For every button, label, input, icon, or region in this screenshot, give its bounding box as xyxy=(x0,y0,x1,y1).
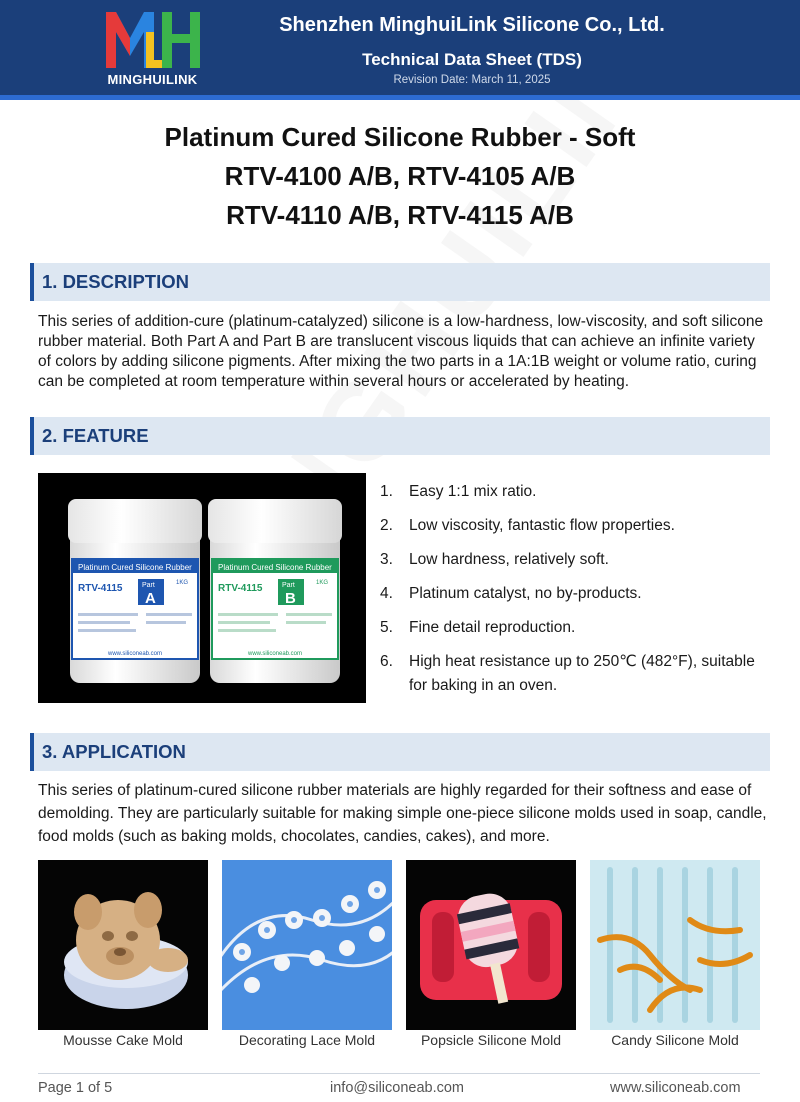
caption-popsicle-silicone-mold: Popsicle Silicone Mold xyxy=(420,1032,562,1048)
section-heading-text: 3. APPLICATION xyxy=(42,741,186,762)
list-number: 5. xyxy=(380,619,393,636)
caption-mousse-cake-mold: Mousse Cake Mold xyxy=(63,1032,183,1048)
list-number: 2. xyxy=(380,517,393,534)
title-line-1: Platinum Cured Silicone Rubber - Soft xyxy=(164,122,636,152)
jar-b-part-letter: B xyxy=(285,590,296,607)
popsicle-silicone-mold-photo xyxy=(406,860,576,1030)
list-item xyxy=(380,582,770,606)
list-number: 4. xyxy=(380,585,393,602)
list-item xyxy=(380,616,770,640)
company-name: Shenzhen MinghuiLink Silicone Co., Ltd. xyxy=(279,14,665,36)
jar-a-website: www.siliconeab.com xyxy=(108,651,163,657)
list-text: Low hardness, relatively soft. xyxy=(409,551,609,568)
popsicle-mold-image xyxy=(406,860,576,1030)
list-item xyxy=(380,548,770,572)
application-text: This series of platinum-cured silicone rubber materials are highly regarded for their softness and ease of demolding. They are particularly suitable for making simple one-piece silicone molds used in soap, candle, food molds (such as baking molds, chocolates, candies, cakes), and more. xyxy=(38,782,767,845)
mousse-cake-mold-photo xyxy=(38,860,208,1030)
revision-date: Revision Date: March 11, 2025 xyxy=(393,74,551,86)
list-item xyxy=(380,480,770,504)
lace-mold-image xyxy=(222,860,392,1030)
footer-website[interactable]: www.siliconeab.com xyxy=(610,1080,741,1096)
section-heading-text: 1. DESCRIPTION xyxy=(42,271,189,292)
candy-silicone-mold-photo xyxy=(590,860,760,1030)
feature-list xyxy=(380,480,770,708)
list-number: 3. xyxy=(380,551,393,568)
candy-mold-image xyxy=(590,860,760,1030)
footer-email[interactable]: info@siliconeab.com xyxy=(330,1080,465,1096)
logo-mark-icon xyxy=(100,6,205,72)
footer-divider xyxy=(38,1073,760,1074)
list-number: 1. xyxy=(380,483,393,500)
jar-b-part-word: Part xyxy=(282,582,295,589)
list-item xyxy=(380,650,770,698)
jar-b-weight: 1KG xyxy=(316,580,329,586)
bulldog-mold-image xyxy=(38,860,208,1030)
jar-b-model: RTV-4115 xyxy=(218,583,263,594)
list-item xyxy=(380,514,770,538)
page-header xyxy=(0,0,800,98)
product-jars-photo xyxy=(38,473,366,703)
company-logo xyxy=(100,6,205,92)
logo-text: MINGHUILINK xyxy=(107,72,198,87)
list-text: Fine detail reproduction. xyxy=(409,619,576,636)
list-text: Easy 1:1 mix ratio. xyxy=(409,483,537,500)
jar-b-website: www.siliconeab.com xyxy=(248,651,303,657)
decorating-lace-mold-photo xyxy=(222,860,392,1030)
section-application-heading xyxy=(30,733,770,771)
caption-decorating-lace-mold: Decorating Lace Mold xyxy=(238,1032,376,1048)
jar-a-part-letter: A xyxy=(145,590,156,607)
title-line-2: RTV-4100 A/B, RTV-4105 A/B xyxy=(224,161,576,191)
document-type: Technical Data Sheet (TDS) xyxy=(362,50,582,69)
product-title xyxy=(0,118,800,235)
jar-a-weight: 1KG xyxy=(176,580,189,586)
list-number: 6. xyxy=(380,653,393,670)
jar-part-a xyxy=(68,499,202,683)
page-number: Page 1 of 5 xyxy=(38,1080,113,1096)
header-stripe xyxy=(0,95,800,100)
section-description-heading xyxy=(30,263,770,301)
jar-a-label: Platinum Cured Silicone Rubber xyxy=(78,563,192,572)
caption-candy-silicone-mold: Candy Silicone Mold xyxy=(611,1032,739,1048)
jar-a-part-word: Part xyxy=(142,582,155,589)
list-text: Low viscosity, fantastic flow properties. xyxy=(409,517,675,534)
description-text: This series of addition-cure (platinum-catalyzed) silicone is a low-hardness, low-viscosity, and soft silicone rubber material. Both Part A and Part B are translucent viscous liquids that can achieve an infinite variety of colors by adding silicone pigments. After mixing the two parts in a 1A:1B weight or volume ratio, curing can be completed at room temperature within several hours or accelerated by heating. xyxy=(38,313,764,390)
jar-part-b xyxy=(208,499,342,683)
list-text: High heat resistance up to 250℃ (482°F), suitable for baking in an oven. xyxy=(409,653,755,694)
silicone-jars-image xyxy=(38,473,366,703)
title-line-3: RTV-4110 A/B, RTV-4115 A/B xyxy=(226,200,574,230)
section-heading-text: 2. FEATURE xyxy=(42,425,149,446)
jar-b-label: Platinum Cured Silicone Rubber xyxy=(218,563,332,572)
list-text: Platinum catalyst, no by-products. xyxy=(409,585,642,602)
jar-a-model: RTV-4115 xyxy=(78,583,123,594)
section-feature-heading xyxy=(30,417,770,455)
